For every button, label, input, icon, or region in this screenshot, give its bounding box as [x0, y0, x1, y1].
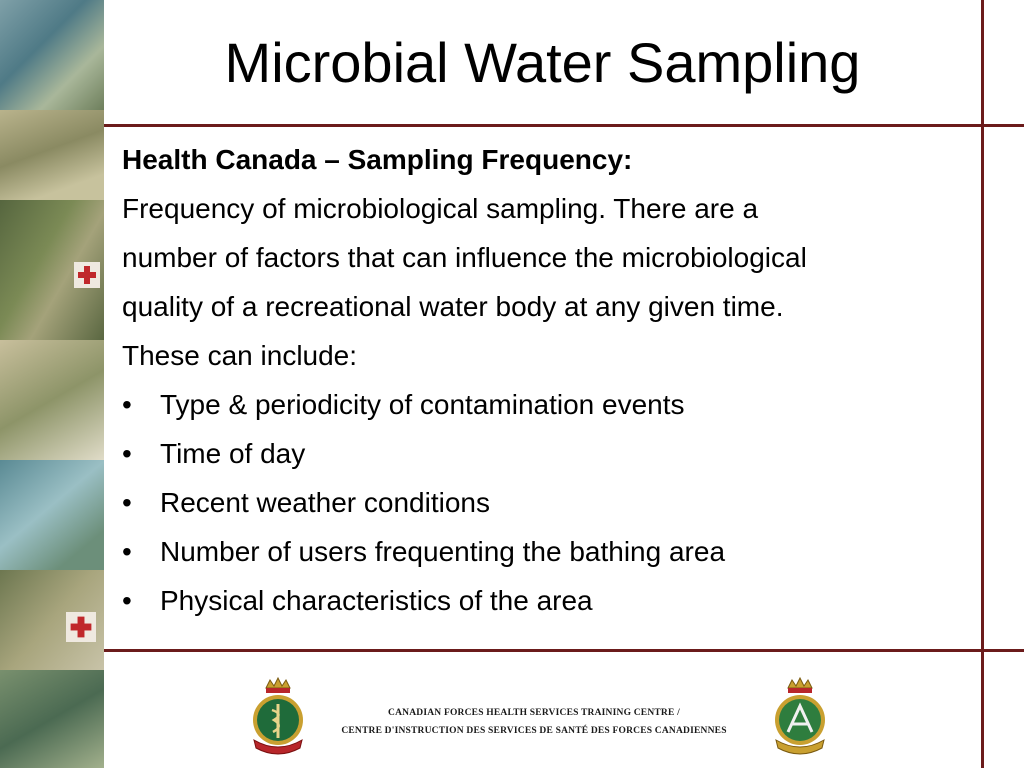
list-item-text: Recent weather conditions: [160, 487, 490, 518]
footer-line-english: CANADIAN FORCES HEALTH SERVICES TRAINING CENTRE /: [388, 708, 680, 718]
red-cross-icon: [66, 612, 96, 642]
list-item: [122, 576, 972, 625]
photo-collage-strip: [0, 0, 104, 768]
photo-tile: [0, 340, 104, 460]
paragraph-line: These can include:: [122, 340, 358, 371]
photo-tile: [0, 670, 104, 768]
bullet-icon: •: [122, 487, 132, 518]
photo-tile: [0, 0, 104, 110]
footer: [104, 652, 981, 768]
bullet-icon: •: [122, 585, 132, 616]
bullet-icon: •: [122, 536, 132, 567]
photo-tile: [0, 110, 104, 200]
institution-name: [324, 704, 744, 740]
footer-line-french: CENTRE D'INSTRUCTION DES SERVICES DE SANTÉ DES FORCES CANADIENNES: [341, 726, 727, 736]
factor-list: [122, 380, 972, 625]
list-item-text: Type & periodicity of contamination events: [160, 389, 685, 420]
list-item: [122, 478, 972, 527]
training-centre-crest-icon: [768, 676, 832, 760]
right-divider: [981, 0, 984, 768]
list-item: [122, 380, 972, 429]
list-item-text: Number of users frequenting the bathing area: [160, 536, 726, 567]
top-divider: [104, 124, 1024, 127]
bullet-icon: •: [122, 438, 132, 469]
list-item-text: Time of day: [160, 438, 306, 469]
list-item-text: Physical characteristics of the area: [160, 585, 593, 616]
list-item: [122, 429, 972, 478]
paragraph-line: number of factors that can influence the microbiological: [122, 242, 807, 273]
slide-content: [122, 135, 972, 625]
photo-tile: [0, 460, 104, 570]
paragraph-line: quality of a recreational water body at any given time.: [122, 291, 784, 322]
red-cross-icon: [74, 262, 100, 288]
list-item: [122, 527, 972, 576]
bullet-icon: •: [122, 389, 132, 420]
medical-branch-crest-icon: [246, 676, 310, 760]
paragraph-line: Frequency of microbiological sampling. There are a: [122, 193, 759, 224]
section-heading: Health Canada – Sampling Frequency:: [122, 144, 633, 175]
slide-title: Microbial Water Sampling: [224, 31, 861, 94]
